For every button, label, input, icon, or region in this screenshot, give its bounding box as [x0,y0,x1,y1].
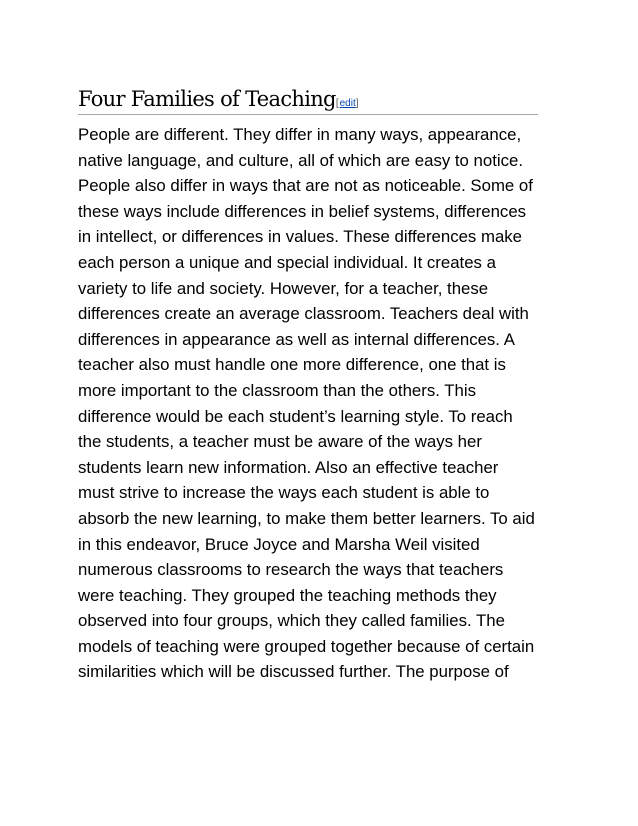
paragraph-line: differences in appearance as well as internal differences. A [78,329,515,349]
paragraph-line: the students, a teacher must be aware of the ways her [78,432,482,452]
paragraph-line: in this endeavor, Bruce Joyce and Marsha Weil visited [78,534,480,554]
paragraph-line: similarities which will be discussed further. The purpose of [78,662,509,682]
edit-bracket-open: [ [335,98,339,109]
paragraph-line: numerous classrooms to research the ways that teachers [78,560,504,580]
paragraph-line: People are different. They differ in many ways, appearance, [78,125,522,144]
paragraph-line: students learn new information. Also an effective teacher [78,457,499,477]
paragraph-line: observed into four groups, which they called families. The [78,611,505,631]
paragraph-line: were teaching. They grouped the teaching methods they [78,585,497,605]
section-heading [78,84,538,115]
paragraph-line: differences create an average classroom. Teachers deal with [78,304,529,324]
edit-link[interactable]: edit [339,98,356,109]
paragraph-line: more important to the classroom than the others. This [78,380,476,400]
paragraph-line: native language, and culture, all of which are easy to notice. [78,150,523,170]
body-paragraph [78,122,558,685]
paragraph-line: in intellect, or differences in values. These differences make [78,227,523,247]
paragraph-line: must strive to increase the ways each student is able to [78,483,490,503]
edit-bracket-close: ] [355,98,359,109]
paragraph-line: People also differ in ways that are not as noticeable. Some of [78,176,533,196]
paragraph-line: models of teaching were grouped together because of certain [78,636,535,656]
paragraph-line: difference would be each student’s learning style. To reach [78,406,513,426]
paragraph-line: absorb the new learning, to make them better learners. To aid [78,508,535,528]
paragraph-line: teacher also must handle one more difference, one that is [78,355,506,375]
paragraph-line: variety to life and society. However, for a teacher, these [78,278,489,298]
paragraph-line: these ways include differences in belief systems, differences [78,201,527,221]
paragraph-line: each person a unique and special individual. It creates a [78,252,496,272]
section-title: Four Families of Teaching [78,87,336,111]
